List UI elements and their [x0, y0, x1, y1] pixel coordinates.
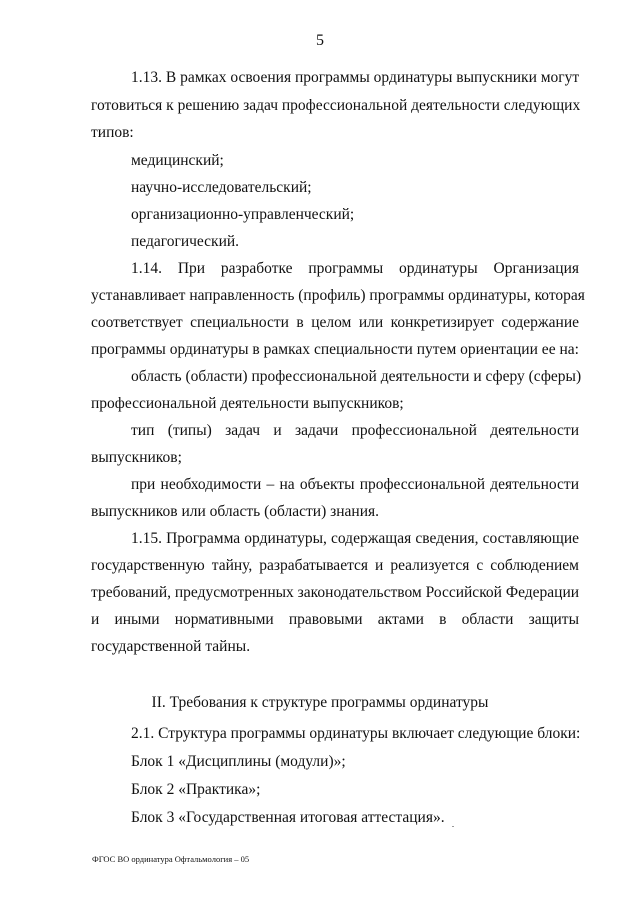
bullet-3-line-2: выпускников или область (области) знания. [91, 503, 380, 520]
list-item: Блок 3 «Государственная итоговая аттестация». [131, 809, 445, 826]
scan-speck [452, 826, 454, 827]
list-item: педагогический. [131, 233, 240, 250]
para-1-15-line-4: и иными нормативными правовыми актами в области защиты [91, 611, 579, 628]
para-1-15-line-1: 1.15. Программа ординатуры, содержащая сведения, составляющие [131, 530, 579, 547]
bullet-2-line-1: тип (типы) задач и задачи профессиональной деятельности [131, 422, 579, 439]
section-heading: II. Требования к структуре программы ординатуры [151, 694, 489, 711]
para-1-14-line-1: 1.14. При разработке программы ординатуры Организация [131, 260, 579, 277]
list-item: медицинский; [131, 152, 224, 169]
bullet-2-line-2: выпускников; [91, 449, 182, 466]
bullet-1-line-2: профессиональной деятельности выпускников; [91, 395, 404, 412]
list-item: Блок 2 «Практика»; [131, 781, 261, 798]
para-1-14-line-4: программы ординатуры в рамках специальности путем ориентации ее на: [91, 341, 579, 358]
list-item: научно-исследовательский; [131, 179, 312, 196]
para-1-13-line-3: типов: [91, 124, 134, 141]
page-number: 5 [316, 32, 324, 49]
page-footer: ФГОС ВО ординатура Офтальмология – 05 [92, 854, 250, 864]
list-item: Блок 1 «Дисциплины (модули)»; [131, 753, 346, 770]
bullet-3-line-1: при необходимости – на объекты профессиональной деятельности [131, 476, 579, 493]
para-1-14-line-3: соответствует специальности в целом или конкретизирует содержание [91, 314, 579, 331]
list-item: организационно-управленческий; [131, 206, 355, 223]
para-1-13-line-2: готовиться к решению задач профессиональной деятельности следующих [91, 97, 581, 114]
para-1-15-line-2: государственную тайну, разрабатывается и реализуется с соблюдением [91, 557, 579, 574]
para-1-13-line-1: 1.13. В рамках освоения программы ординатуры выпускники могут [131, 69, 580, 86]
para-1-15-line-3: требований, предусмотренных законодательством Российской Федерации [91, 584, 580, 601]
section-2-intro: 2.1. Структура программы ординатуры включает следующие блоки: [131, 725, 581, 742]
para-1-14-line-2: устанавливает направленность (профиль) программы ординатуры, которая [91, 287, 585, 304]
bullet-1-line-1: область (области) профессиональной деятельности и сферу (сферы) [131, 368, 582, 385]
para-1-15-line-5: государственной тайны. [91, 638, 251, 655]
